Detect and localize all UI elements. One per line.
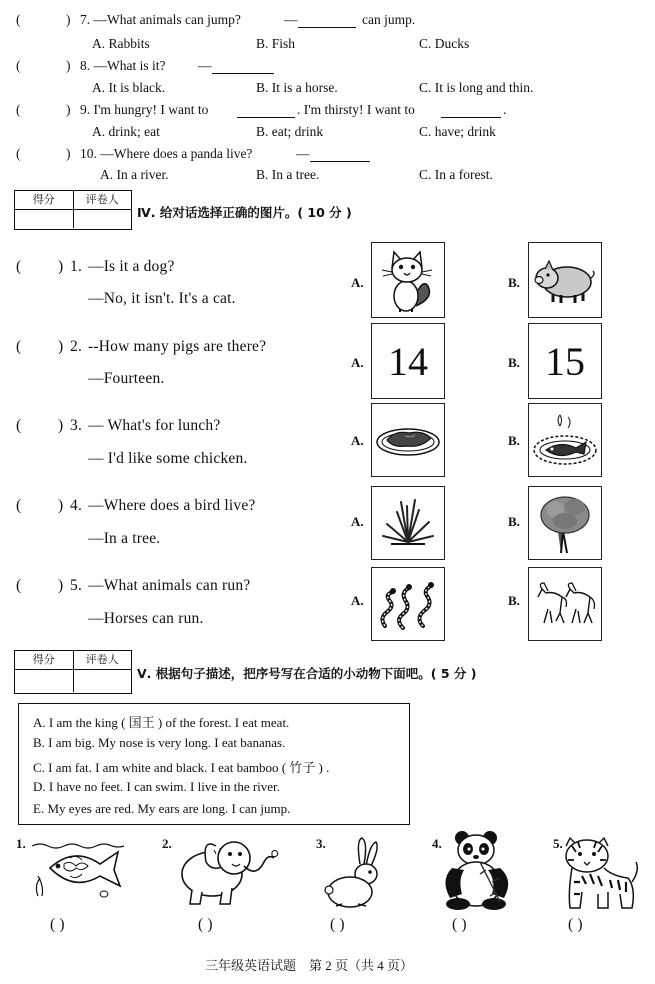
answer-paren-open: (: [16, 58, 21, 73]
reply-dash: —: [296, 146, 310, 161]
score-label: 得分: [32, 193, 55, 206]
answer-paren-close: ): [58, 258, 64, 275]
score-box-section-4: [14, 190, 132, 230]
dialogue-question: —Is it a dog?: [88, 258, 175, 275]
option-b: B. eat; drink: [256, 124, 324, 139]
question-stem: 8. —What is it?: [80, 58, 166, 73]
dialogue-answer: —Fourteen.: [88, 370, 165, 387]
number-card-value: 15: [545, 338, 585, 384]
option-a: A. Rabbits: [92, 36, 150, 51]
reply-dash: —: [284, 12, 298, 27]
answer-paren-open: (: [16, 497, 22, 514]
answer-blank[interactable]: [298, 14, 356, 28]
option-a-label: A.: [351, 355, 364, 370]
animal-number: 1.: [16, 836, 26, 851]
animal-number: 2.: [162, 836, 172, 851]
option-c: C. Ducks: [419, 36, 470, 51]
option-b-label: B.: [508, 355, 520, 370]
answer-paren-close: ): [66, 102, 71, 117]
answer-paren-close: ): [58, 497, 64, 514]
answer-paren[interactable]: ( ): [198, 916, 213, 933]
tiger-icon: [558, 832, 640, 912]
answer-blank[interactable]: [310, 148, 370, 162]
question-stem-part-2: . I'm thirsty! I want to: [297, 102, 415, 117]
option-a-label: A.: [351, 514, 364, 529]
pig-picture[interactable]: [528, 242, 602, 318]
option-a-label: A.: [351, 433, 364, 448]
option-a: A. drink; eat: [92, 124, 160, 139]
number-card-value: 14: [388, 338, 428, 384]
dialogue-question: —Where does a bird live?: [88, 497, 256, 514]
item-number: 3.: [70, 417, 83, 434]
grader-label: 评卷人: [73, 191, 132, 209]
answer-paren-open: (: [16, 417, 22, 434]
item-number: 1.: [70, 258, 83, 275]
grader-cell[interactable]: [73, 210, 132, 228]
option-b: B. It is a horse.: [256, 80, 338, 95]
answer-paren[interactable]: ( ): [330, 916, 345, 933]
section-5-title: Ⅴ. 根据句子描述，把序号写在合适的小动物下面吧。( 5 分 ): [137, 666, 477, 681]
grass-picture[interactable]: [371, 486, 445, 560]
dialogue-answer: —In a tree.: [88, 530, 161, 547]
answer-paren-open: (: [16, 102, 21, 117]
panda-icon: [440, 828, 516, 910]
answer-paren-open: (: [16, 258, 22, 275]
dialogue-question: --How many pigs are there?: [88, 338, 267, 355]
description-a: A. I am the king ( 国王 ) of the forest. I eat meat.: [33, 715, 290, 730]
elephant-icon: [172, 828, 282, 908]
answer-blank[interactable]: [212, 60, 274, 74]
answer-paren-open: (: [16, 577, 22, 594]
option-b-label: B.: [508, 433, 520, 448]
answer-paren-open: (: [16, 12, 21, 27]
horses-picture[interactable]: [528, 567, 602, 641]
page-footer: 三年级英语试题 第 2 页（共 4 页）: [205, 958, 414, 973]
item-number: 2.: [70, 338, 83, 355]
question-stem: 10. —Where does a panda live?: [80, 146, 253, 161]
description-d: D. I have no feet. I can swim. I live in the river.: [33, 779, 280, 794]
chicken-plate-picture[interactable]: [371, 403, 445, 477]
answer-paren-close: ): [66, 12, 71, 27]
answer-paren[interactable]: ( ): [452, 916, 467, 933]
tree-picture[interactable]: [528, 486, 602, 560]
answer-paren[interactable]: ( ): [50, 916, 65, 933]
dialogue-answer: —No, it isn't. It's a cat.: [88, 290, 236, 307]
option-b-label: B.: [508, 514, 520, 529]
number-card-b[interactable]: [528, 323, 602, 399]
option-c: C. It is long and thin.: [419, 80, 534, 95]
item-number: 4.: [70, 497, 83, 514]
option-b-label: B.: [508, 593, 520, 608]
question-stem-part-1: 9. I'm hungry! I want to: [80, 102, 209, 117]
fish-icon: [30, 838, 126, 900]
dialogue-answer: —Horses can run.: [88, 610, 204, 627]
description-e: E. My eyes are red. My ears are long. I can jump.: [33, 801, 291, 816]
answer-paren-close: ): [66, 58, 71, 73]
snakes-picture[interactable]: [371, 567, 445, 641]
description-box: [18, 703, 410, 825]
score-cell[interactable]: [15, 210, 73, 228]
dialogue-question: — What's for lunch?: [88, 417, 221, 434]
section-4-title: Ⅳ. 给对话选择正确的图片。( 10 分 ): [137, 205, 352, 220]
dialogue-question: —What animals can run?: [88, 577, 251, 594]
score-box-section-5: [14, 650, 132, 694]
description-b: B. I am big. My nose is very long. I eat bananas.: [33, 735, 286, 750]
dialogue-answer: — I'd like some chicken.: [88, 450, 248, 467]
option-b: B. Fish: [256, 36, 296, 51]
score-label: 得分: [32, 653, 55, 666]
grader-label: 评卷人: [73, 651, 132, 669]
answer-paren-open: (: [16, 338, 22, 355]
answer-paren-close: ): [58, 338, 64, 355]
answer-blank-1[interactable]: [237, 104, 295, 118]
animal-number: 5.: [553, 836, 563, 851]
number-card-a[interactable]: [371, 323, 445, 399]
option-a-label: A.: [351, 275, 364, 290]
answer-blank-2[interactable]: [441, 104, 501, 118]
answer-paren-close: ): [66, 146, 71, 161]
answer-paren-close: ): [58, 417, 64, 434]
answer-paren[interactable]: ( ): [568, 916, 583, 933]
rabbit-icon: [322, 834, 388, 910]
animal-number: 4.: [432, 836, 442, 851]
question-stem: 7. —What animals can jump?: [80, 12, 241, 27]
option-a: A. It is black.: [92, 80, 166, 95]
item-number: 5.: [70, 577, 83, 594]
reply-text: can jump.: [362, 12, 416, 27]
question-stem-part-3: .: [503, 102, 507, 117]
option-b-label: B.: [508, 275, 520, 290]
option-a: A. In a river.: [100, 167, 169, 182]
answer-paren-close: ): [58, 577, 64, 594]
fish-plate-picture[interactable]: [528, 403, 602, 477]
option-c: C. have; drink: [419, 124, 496, 139]
score-cell[interactable]: [15, 670, 73, 692]
option-a-label: A.: [351, 593, 364, 608]
description-c: C. I am fat. I am white and black. I eat bamboo ( 竹子 ) .: [33, 760, 330, 775]
option-b: B. In a tree.: [256, 167, 320, 182]
reply-dash: —: [198, 58, 212, 73]
animal-number: 3.: [316, 836, 326, 851]
cat-picture[interactable]: [371, 242, 445, 318]
answer-paren-open: (: [16, 146, 21, 161]
grader-cell[interactable]: [73, 670, 132, 692]
option-c: C. In a forest.: [419, 167, 493, 182]
